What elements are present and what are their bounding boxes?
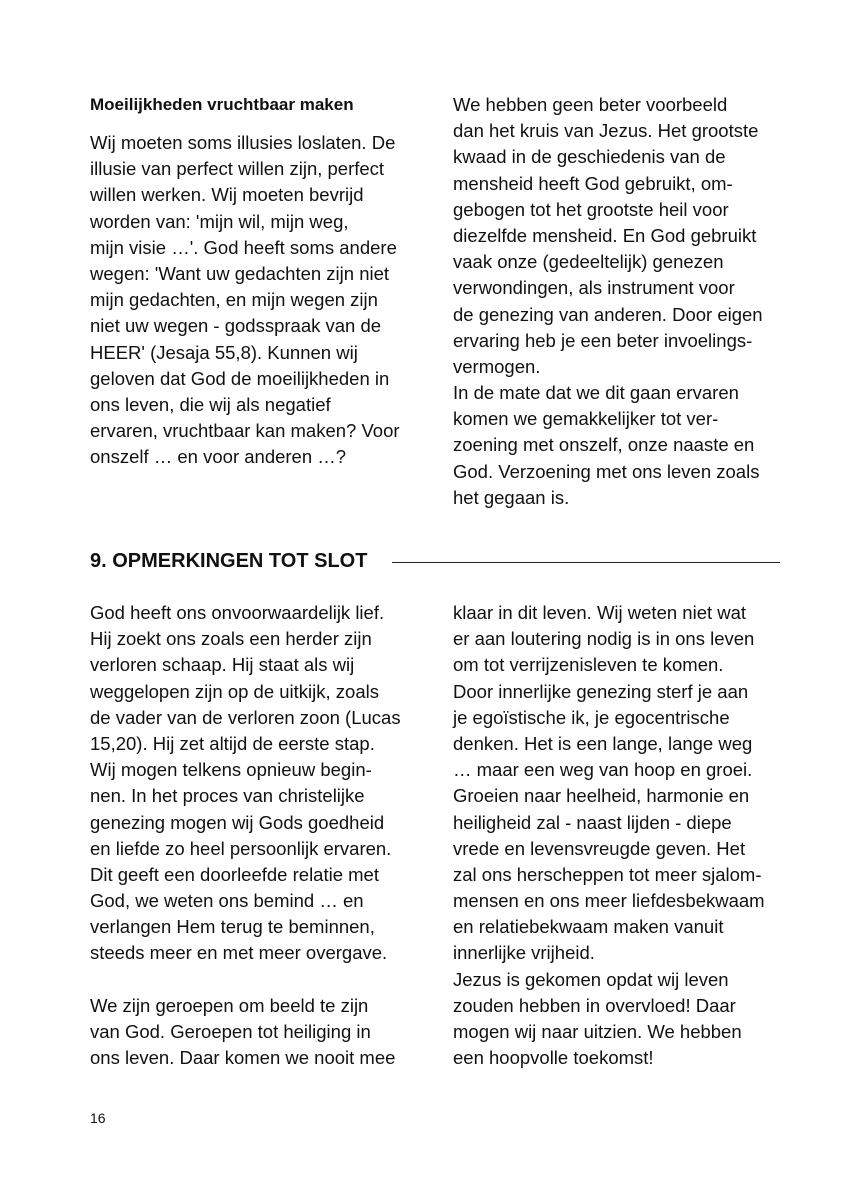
text-line: niet uw wegen - godsspraak van de [90,315,382,337]
text-line: We zijn geroepen om beeld te zijn [90,994,369,1016]
text-line: onszelf … en voor anderen …? [90,446,347,468]
subsection-heading: Moeilijkheden vruchtbaar maken [90,95,354,114]
text-line: vermogen. [453,355,541,377]
text-line: mensen en ons meer liefdesbekwaam [453,890,765,912]
text-line: en relatiebekwaam maken vanuit [453,916,724,938]
text-line: Dit geeft een doorleefde relatie met [90,863,379,885]
text-line: er aan loutering nodig is in ons leven [453,628,755,650]
bottom-right-text [453,600,803,1071]
text-line: de vader van de verloren zoon (Lucas [90,706,401,728]
text-line: geloven dat God de moeilijkheden in [90,367,390,389]
bottom-right-column [453,600,803,1071]
bottom-left-column [90,600,440,1071]
text-line: van God. Geroepen tot heiliging in [90,1021,371,1042]
text-line: de genezing van anderen. Door eigen [453,303,763,325]
text-line: ons leven. Daar komen we nooit mee [90,1047,396,1069]
text-line: nen. In het proces van christelijke [90,785,365,807]
text-line: komen we gemakkelijker tot ver- [453,408,719,430]
top-left-text [90,130,440,470]
text-line: heiligheid zal - naast lijden - diepe [453,811,732,833]
text-line: zouden hebben in overvloed! Daar [453,994,736,1016]
text-line: mijn gedachten, en mijn wegen zijn [90,289,378,311]
text-line: en liefde zo heel persoonlijk ervaren. [90,837,392,859]
text-line: ervaring heb je een beter invoelings- [453,329,753,351]
text-line: In de mate dat we dit gaan ervaren [453,382,739,404]
text-line: genezing mogen wij Gods goedheid [90,811,385,833]
text-line: zoening met onszelf, onze naaste en [453,434,755,456]
text-line: je egoïstische ik, je egocentrische [453,706,730,728]
text-line: dan het kruis van Jezus. Het grootste [453,120,759,142]
text-line: kwaad in de geschiedenis van de [453,146,726,168]
text-line: Groeien naar heelheid, harmonie en [453,785,750,807]
text-line: klaar in dit leven. Wij weten niet wat [453,602,747,623]
text-line: diezelfde mensheid. En God gebruikt [453,224,757,246]
text-line: God, we weten ons bemind … en [90,890,364,912]
page-number: 16 [90,1110,106,1126]
text-line: mijn visie …'. God heeft soms andere [90,236,397,258]
text-line: God heeft ons onvoorwaardelijk lief. [90,602,385,623]
text-line: Hij zoekt ons zoals een herder zijn [90,628,372,650]
text-line: mogen wij naar uitzien. We hebben [453,1021,742,1042]
text-line: vaak onze (gedeeltelijk) genezen [453,251,724,273]
text-line: het gegaan is. [453,486,570,508]
text-line: verlangen Hem terug te beminnen, [90,916,375,938]
text-line: 15,20). Hij zet altijd de eerste stap. [90,732,375,754]
paragraph-gap [90,967,440,993]
text-line: mensheid heeft God gebruikt, om- [453,172,733,194]
text-line: Wij mogen telkens opnieuw begin- [90,759,372,781]
text-line: een hoopvolle toekomst! [453,1047,654,1069]
top-right-column [453,92,803,511]
text-line: Door innerlijke genezing sterf je aan [453,680,749,702]
text-line: om tot verrijzenisleven te komen. [453,654,724,676]
text-line: gebogen tot het grootste heil voor [453,198,729,220]
text-line: innerlijke vrijheid. [453,942,595,964]
text-line: worden van: 'mijn wil, mijn weg, [90,210,349,232]
top-left-column [90,92,440,470]
text-line: weggelopen zijn op de uitkijk, zoals [90,680,379,702]
text-line: illusie van perfect willen zijn, perfect [90,158,385,180]
text-line: steeds meer en met meer overgave. [90,942,388,964]
text-line: verloren schaap. Hij staat als wij [90,654,355,676]
text-line: zal ons herscheppen tot meer sjalom- [453,863,762,885]
text-line: Wij moeten soms illusies loslaten. De [90,132,396,153]
text-line: vrede en levensvreugde geven. Het [453,837,746,859]
section-divider [392,562,780,563]
bottom-left-text [90,600,440,1071]
text-line: willen werken. Wij moeten bevrijd [90,184,364,206]
text-line: HEER' (Jesaja 55,8). Kunnen wij [90,341,358,363]
text-line: verwondingen, als instrument voor [453,277,735,299]
text-line: ervaren, vruchtbaar kan maken? Voor [90,420,400,442]
text-line: denken. Het is een lange, lange weg [453,732,753,754]
text-line: … maar een weg van hoop en groei. [453,759,753,781]
text-line: We hebben geen beter voorbeeld [453,94,728,115]
text-line: Jezus is gekomen opdat wij leven [453,968,729,990]
text-line: ons leven, die wij als negatief [90,393,331,415]
text-line: God. Verzoening met ons leven zoals [453,460,760,482]
section-title: 9. OPMERKINGEN TOT SLOT [90,550,368,572]
text-line: wegen: 'Want uw gedachten zijn niet [90,262,390,284]
top-right-text [453,92,803,511]
